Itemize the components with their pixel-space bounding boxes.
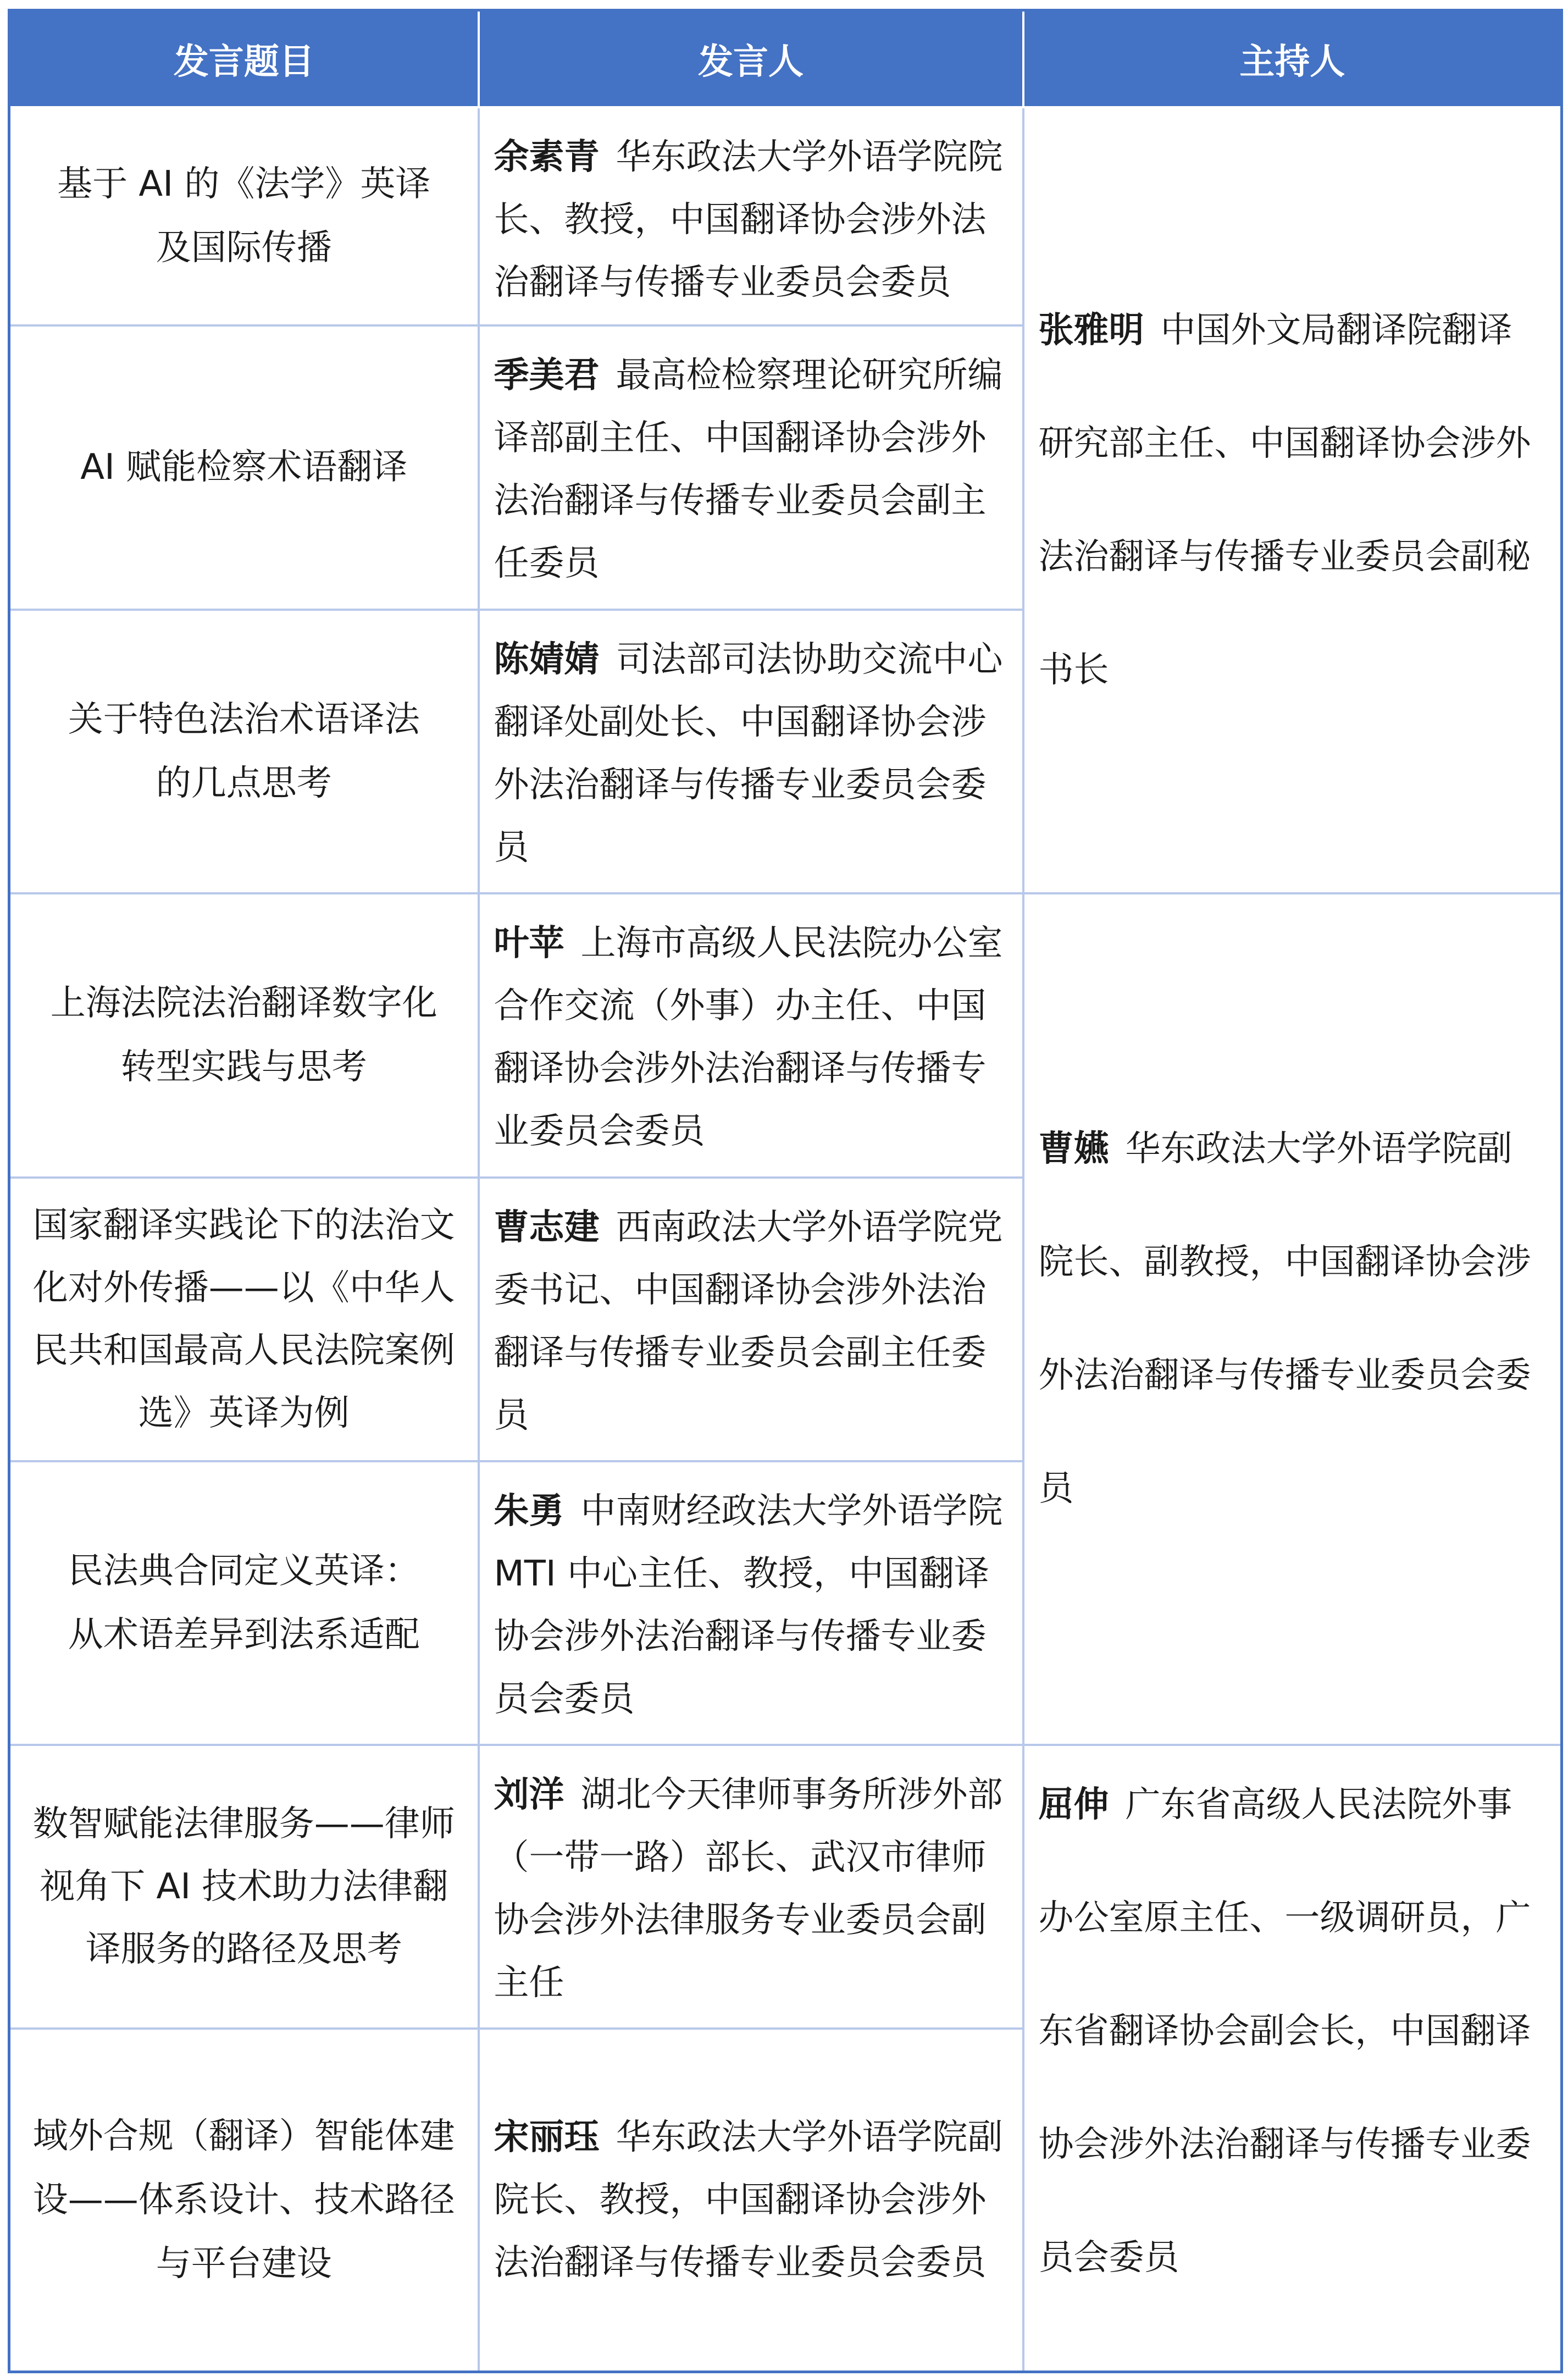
topic-cell: 域外合规（翻译）智能体建设——体系设计、技术路径与平台建设: [9, 2029, 479, 2372]
header-speaker: 发言人: [479, 10, 1023, 107]
speaker-cell: [479, 325, 1023, 610]
host-cell: [1023, 893, 1562, 1745]
speaker-cell: [479, 107, 1023, 325]
header-topic: 发言题目: [9, 10, 479, 107]
speaker-cell: [479, 2029, 1023, 2372]
speaker-name: 曹志建: [494, 1207, 600, 1248]
speaker-cell: [479, 893, 1023, 1178]
topic-cell: AI 赋能检察术语翻译: [9, 325, 479, 610]
topic-cell: 关于特色法治术语译法的几点思考: [9, 610, 479, 893]
topic-cell: 上海法院法治翻译数字化转型实践与思考: [9, 893, 479, 1178]
speaker-name: 刘洋: [494, 1774, 564, 1815]
table-row: [9, 1745, 1562, 2029]
speaker-title: 华东政法大学外语学院院长、教授，中国翻译协会涉外法治翻译与传播专业委员会委员: [494, 136, 1003, 303]
host-title: 广东省高级人民法院外事办公室原主任、一级调研员，广东省翻译协会副会长，中国翻译协会涉外法治翻译与传播专业委员会委员: [1038, 1784, 1531, 2278]
topic-cell: 基于 AI 的《法学》英译及国际传播: [9, 107, 479, 325]
host-name: 曹嬿: [1038, 1129, 1109, 1169]
speaker-title: 上海市高级人民法院办公室合作交流（外事）办主任、中国翻译协会涉外法治翻译与传播专业委员会委员: [494, 922, 1003, 1152]
host-name: 张雅明: [1038, 310, 1144, 351]
speaker-cell: [479, 610, 1023, 893]
topic-cell: 国家翻译实践论下的法治文化对外传播——以《中华人民共和国最高人民法院案例选》英译为例: [9, 1178, 479, 1461]
speaker-cell: [479, 1178, 1023, 1461]
header-row: [9, 10, 1562, 107]
topic-cell: 民法典合同定义英译：从术语差异到法系适配: [9, 1461, 479, 1745]
speaker-name: 宋丽珏: [494, 2117, 600, 2158]
speaker-title: 华东政法大学外语学院副院长、教授，中国翻译协会涉外法治翻译与传播专业委员会委员: [494, 2117, 1003, 2283]
header-host: 主持人: [1023, 10, 1562, 107]
speaker-cell: [479, 1461, 1023, 1745]
speaker-cell: [479, 1745, 1023, 2029]
speaker-title: 西南政法大学外语学院党委书记、中国翻译协会涉外法治翻译与传播专业委员会副主任委员: [494, 1207, 1003, 1436]
speaker-title: 中南财经政法大学外语学院 MTI 中心主任、教授，中国翻译协会涉外法治翻译与传播专业委员会委员: [494, 1490, 1003, 1720]
host-cell: [1023, 107, 1562, 893]
topic-cell: 数智赋能法律服务——律师视角下 AI 技术助力法律翻译服务的路径及思考: [9, 1745, 479, 2029]
speaker-name: 季美君: [494, 355, 600, 396]
speaker-name: 朱勇: [494, 1490, 564, 1532]
table-row: [9, 893, 1562, 1178]
speaker-title: 湖北今天律师事务所涉外部（一带一路）部长、武汉市律师协会涉外法律服务专业委员会副主任: [494, 1774, 1003, 2003]
host-title: 华东政法大学外语学院副院长、副教授，中国翻译协会涉外法治翻译与传播专业委员会委员: [1038, 1129, 1531, 1509]
host-cell: [1023, 1745, 1562, 2372]
speaker-name: 陈婧婧: [494, 639, 600, 680]
speaker-title: 最高检检察理论研究所编译部副主任、中国翻译协会涉外法治翻译与传播专业委员会副主任委员: [494, 355, 1003, 584]
agenda-page: [8, 9, 1560, 2367]
host-name: 屈伸: [1038, 1784, 1109, 1825]
host-title: 中国外文局翻译院翻译研究部主任、中国翻译协会涉外法治翻译与传播专业委员会副秘书长: [1038, 310, 1531, 690]
speaker-title: 司法部司法协助交流中心翻译处副处长、中国翻译协会涉外法治翻译与传播专业委员会委员: [494, 639, 1003, 868]
table-row: [9, 107, 1562, 325]
speaker-name: 余素青: [494, 136, 600, 178]
agenda-table: [8, 9, 1563, 2373]
speaker-name: 叶苹: [494, 922, 564, 964]
